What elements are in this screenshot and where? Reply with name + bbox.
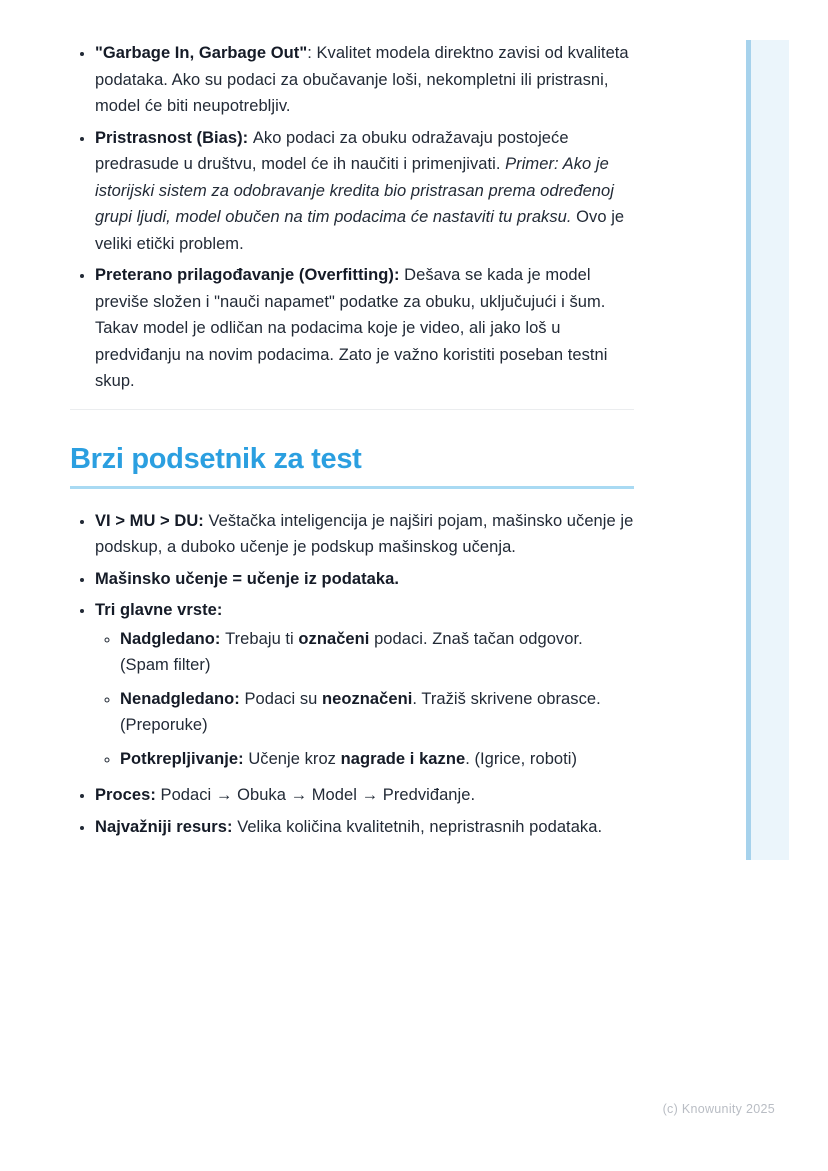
list-item [95, 40, 634, 120]
list-item [95, 508, 634, 561]
right-margin-accent-line [746, 40, 751, 860]
text-segment: neoznačeni [322, 689, 413, 708]
text-segment: VI > MU > DU: [95, 511, 209, 530]
list-item [95, 814, 634, 841]
text-segment: Ovo je veliki etički problem. [95, 208, 625, 253]
text-segment: podaci. Znaš tačan odgovor. (Spam filter) [120, 629, 583, 674]
notes-content [70, 0, 634, 845]
text-segment: Tri glavne vrste: [95, 601, 223, 619]
list-item [95, 782, 634, 809]
text-segment: Najvažniji resurs: [95, 817, 238, 836]
sub-list-item [120, 626, 634, 679]
text-segment: Učenje kroz [248, 749, 341, 768]
sub-list-item [120, 686, 634, 739]
text-segment: Podaci su [244, 689, 323, 708]
sub-list [95, 626, 634, 773]
text-segment: . (Igrice, roboti) [465, 749, 578, 768]
text-segment: Preterano prilagođavanje (Overfitting): [95, 266, 405, 284]
sub-list-item [120, 746, 634, 773]
pitfalls-list [70, 40, 634, 395]
text-segment: Ako podaci za obuku odražavaju postojeće predrasude u društvu, model će ih naučiti i primenjivati. [95, 128, 569, 173]
text-segment: Nenadgledano: [120, 689, 245, 708]
text-segment: Primer: Ako je istorijski sistem za odobravanje kredita bio pristrasan prema određenoj grupi ljudi, model obučen na tim podacima će nastaviti tu praksu. [95, 155, 614, 226]
text-segment: Podaci → Obuka → Model → Predviđanje. [160, 786, 476, 804]
section-divider [70, 409, 634, 410]
text-segment: Velika količina kvalitetnih, nepristrasnih podataka. [237, 817, 603, 836]
text-segment: nagrade i kazne [340, 749, 466, 768]
text-segment: Potkrepljivanje: [120, 749, 249, 768]
text-segment: Proces: [95, 786, 161, 804]
text-segment: Dešava se kada je model previše složen i "nauči napamet" podatke za obuku, uključujući i šum. Takav model je odličan na podacima koje je video, ali jako loš u predviđanju na novim podacima. Zato je važno koristiti poseban testni skup. [95, 266, 608, 390]
text-segment: Mašinsko učenje = učenje iz podataka. [95, 569, 399, 588]
list-item [95, 262, 634, 395]
heading-underline [70, 486, 634, 489]
text-segment: Trebaju ti [225, 629, 299, 648]
list-item [95, 566, 634, 593]
section-heading: Brzi podsetnik za test [70, 442, 362, 475]
text-segment: Veštačka inteligencija je najširi pojam, mašinsko učenje je podskup, a duboko učenje je podskup mašinskog učenja. [95, 511, 634, 556]
list-item [95, 597, 634, 772]
text-segment: "Garbage In, Garbage Out" [95, 44, 308, 62]
text-segment: . Tražiš skrivene obrasce. (Preporuke) [120, 689, 601, 734]
text-segment: Nadgledano: [120, 629, 226, 648]
text-segment: : Kvalitet modela direktno zavisi od kvaliteta podataka. Ako su podaci za obučavanje loši, nekompletni ili pristrasni, model će biti neupotrebljiv. [95, 44, 629, 115]
text-segment: Pristrasnost (Bias): [95, 128, 253, 147]
text-segment: označeni [298, 629, 370, 648]
copyright-text: (c) Knowunity 2025 [662, 1102, 775, 1116]
list-item [95, 125, 634, 258]
summary-list [70, 508, 634, 841]
right-margin-highlight [746, 40, 789, 860]
